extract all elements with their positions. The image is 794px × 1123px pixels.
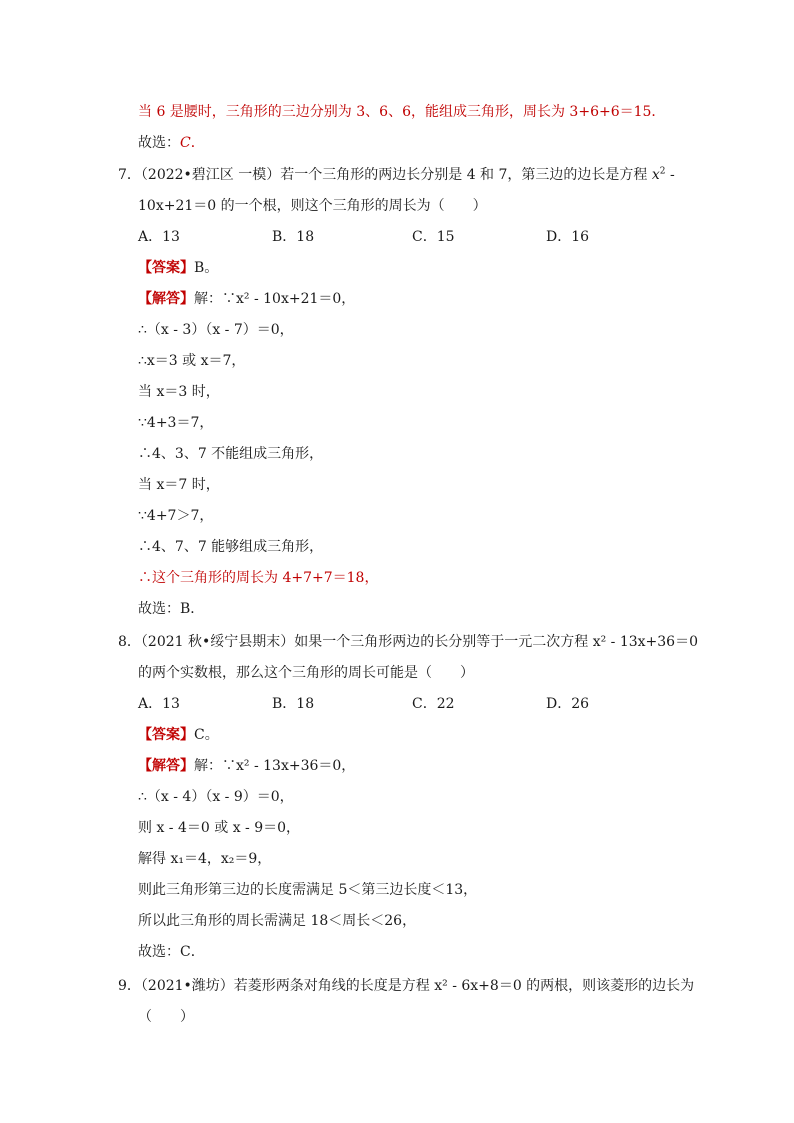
q8-solution-line-2: ∴（x - 4）（x - 9）＝0， <box>138 789 294 805</box>
q8-stem-line2: 的两个实数根，那么这个三角形的周长可能是（ ） <box>138 665 474 681</box>
q7-solution-line-8: ∵4+7＞7， <box>138 508 214 524</box>
q8-solution-text-1: 解：∵x² - 13x+36＝0， <box>194 758 356 774</box>
q7-solution-line-10: ∴这个三角形的周长为 4+7+7＝18， <box>138 570 379 586</box>
q7-answer-value: B。 <box>194 260 219 276</box>
q7-stem-exponent: 2 <box>659 166 666 177</box>
q8-answer-line <box>138 725 219 745</box>
q8-answer-value: C。 <box>194 727 219 743</box>
q8-solution-line-7: 故选：C． <box>138 944 205 960</box>
q8-choice-b: B．18 <box>272 696 315 712</box>
q9-stem-line2: （ ） <box>138 1009 194 1025</box>
q6-choose-prefix: 故选： <box>138 135 180 151</box>
q7-solution-line-11: 故选：B． <box>138 601 205 617</box>
q8-choice-a: A．13 <box>138 696 180 712</box>
q7-solution-line-2: ∴（x - 3）（x - 7）＝0， <box>138 322 294 338</box>
q8-solution-line-5: 则此三角形第三边的长度需满足 5＜第三边长度＜13， <box>138 882 478 898</box>
q6-choose-answer: C <box>180 135 191 151</box>
q8-choice-c: C．22 <box>412 696 455 712</box>
q8-answer-tag: 【答案】 <box>138 727 194 743</box>
q7-solution-line-4: 当 x＝3 时， <box>138 384 220 400</box>
q7-choice-c: C．15 <box>412 229 455 245</box>
q7-choice-a: A．13 <box>138 229 180 245</box>
q9-stem-line1: 9．（2021•潍坊）若菱形两条对角线的长度是方程 x² - 6x+8＝0 的两根，则该菱形的边长为 <box>118 978 695 994</box>
q8-stem-line1: 8．（2021 秋•绥宁县期末）如果一个三角形两边的长分别等于一元二次方程 x² - 13x+36＝0 <box>118 634 698 650</box>
q7-choice-d: D．16 <box>546 229 590 245</box>
q6-choose-suffix: ． <box>190 135 205 151</box>
q7-solution-line-9: ∴4、7、7 能够组成三角形， <box>138 539 324 555</box>
q7-solution-line-1 <box>138 289 355 309</box>
q7-answer-line <box>138 258 218 278</box>
q6-choose-line <box>138 133 205 153</box>
q7-stem-text: 7．（2022•碧江区 一模）若一个三角形的两边长分别是 4 和 7，第三边的边长是方程 <box>118 167 652 183</box>
q7-solution-line-3: ∴x＝3 或 x＝7， <box>138 353 246 369</box>
q8-solution-line-3: 则 x - 4＝0 或 x - 9＝0， <box>138 820 301 836</box>
q8-solution-line-4: 解得 x₁＝4，x₂＝9， <box>138 851 272 867</box>
q7-stem-line2: 10x+21＝0 的一个根，则这个三角形的周长为（ ） <box>138 198 487 214</box>
q8-solution-line-6: 所以此三角形的周长需满足 18＜周长＜26， <box>138 913 417 929</box>
q7-stem-x: x <box>651 167 660 183</box>
q7-answer-tag: 【答案】 <box>138 260 194 276</box>
q6-conclusion-line: 当 6 是腰时，三角形的三边分别为 3、6、6，能组成三角形，周长为 3+6+6＝15． <box>138 104 666 120</box>
q8-solution-tag: 【解答】 <box>138 758 194 774</box>
q8-solution-line-1 <box>138 756 355 776</box>
q7-solution-line-7: 当 x＝7 时， <box>138 477 220 493</box>
q8-choice-d: D．26 <box>546 696 590 712</box>
q7-choice-b: B．18 <box>272 229 315 245</box>
q7-solution-line-5: ∵4+3＝7， <box>138 415 214 431</box>
q7-stem-minus: - <box>665 167 675 183</box>
q7-solution-line-6: ∴4、3、7 不能组成三角形， <box>138 446 324 462</box>
q7-stem-line1 <box>118 165 675 185</box>
q7-solution-text-1: 解：∵x² - 10x+21＝0， <box>194 291 356 307</box>
q7-solution-tag: 【解答】 <box>138 291 194 307</box>
